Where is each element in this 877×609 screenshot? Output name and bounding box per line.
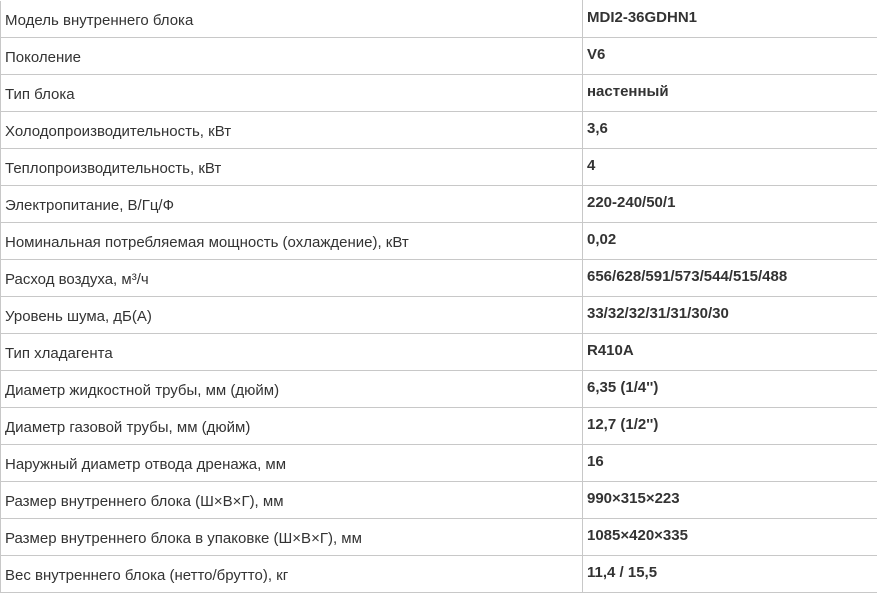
table-row xyxy=(1,334,877,371)
spec-value: 0,02 xyxy=(583,223,877,260)
table-row xyxy=(1,1,877,38)
spec-value: 220-240/50/1 xyxy=(583,186,877,223)
spec-value: 1085×420×335 xyxy=(583,519,877,556)
spec-value: 656/628/591/573/544/515/488 xyxy=(583,260,877,297)
table-row xyxy=(1,556,877,593)
spec-value: MDI2-36GDHN1 xyxy=(583,1,877,38)
spec-value: 3,6 xyxy=(583,112,877,149)
spec-label: Модель внутреннего блока xyxy=(1,1,583,38)
spec-label: Холодопроизводительность, кВт xyxy=(1,112,583,149)
spec-label: Электропитание, В/Гц/Ф xyxy=(1,186,583,223)
table-row xyxy=(1,408,877,445)
spec-label: Диаметр жидкостной трубы, мм (дюйм) xyxy=(1,371,583,408)
spec-value: 6,35 (1/4'') xyxy=(583,371,877,408)
spec-label: Наружный диаметр отвода дренажа, мм xyxy=(1,445,583,482)
table-row xyxy=(1,297,877,334)
spec-value: 990×315×223 xyxy=(583,482,877,519)
table-row xyxy=(1,112,877,149)
table-row xyxy=(1,445,877,482)
spec-value: 11,4 / 15,5 xyxy=(583,556,877,593)
spec-value: 16 xyxy=(583,445,877,482)
spec-label: Расход воздуха, м³/ч xyxy=(1,260,583,297)
spec-value: R410A xyxy=(583,334,877,371)
spec-value: 33/32/32/31/31/30/30 xyxy=(583,297,877,334)
table-row xyxy=(1,38,877,75)
spec-value: V6 xyxy=(583,38,877,75)
spec-label: Уровень шума, дБ(А) xyxy=(1,297,583,334)
spec-label: Теплопроизводительность, кВт xyxy=(1,149,583,186)
spec-label: Диаметр газовой трубы, мм (дюйм) xyxy=(1,408,583,445)
table-row xyxy=(1,371,877,408)
spec-value: 4 xyxy=(583,149,877,186)
spec-label: Тип хладагента xyxy=(1,334,583,371)
table-row xyxy=(1,186,877,223)
spec-label: Вес внутреннего блока (нетто/брутто), кг xyxy=(1,556,583,593)
table-row xyxy=(1,149,877,186)
spec-label: Тип блока xyxy=(1,75,583,112)
spec-value: 12,7 (1/2'') xyxy=(583,408,877,445)
spec-label: Номинальная потребляемая мощность (охлаждение), кВт xyxy=(1,223,583,260)
spec-label: Поколение xyxy=(1,38,583,75)
table-row xyxy=(1,482,877,519)
spec-label: Размер внутреннего блока в упаковке (Ш×В×Г), мм xyxy=(1,519,583,556)
spec-value: настенный xyxy=(583,75,877,112)
table-row xyxy=(1,260,877,297)
table-row xyxy=(1,223,877,260)
table-row xyxy=(1,519,877,556)
table-row xyxy=(1,75,877,112)
spec-label: Размер внутреннего блока (Ш×В×Г), мм xyxy=(1,482,583,519)
